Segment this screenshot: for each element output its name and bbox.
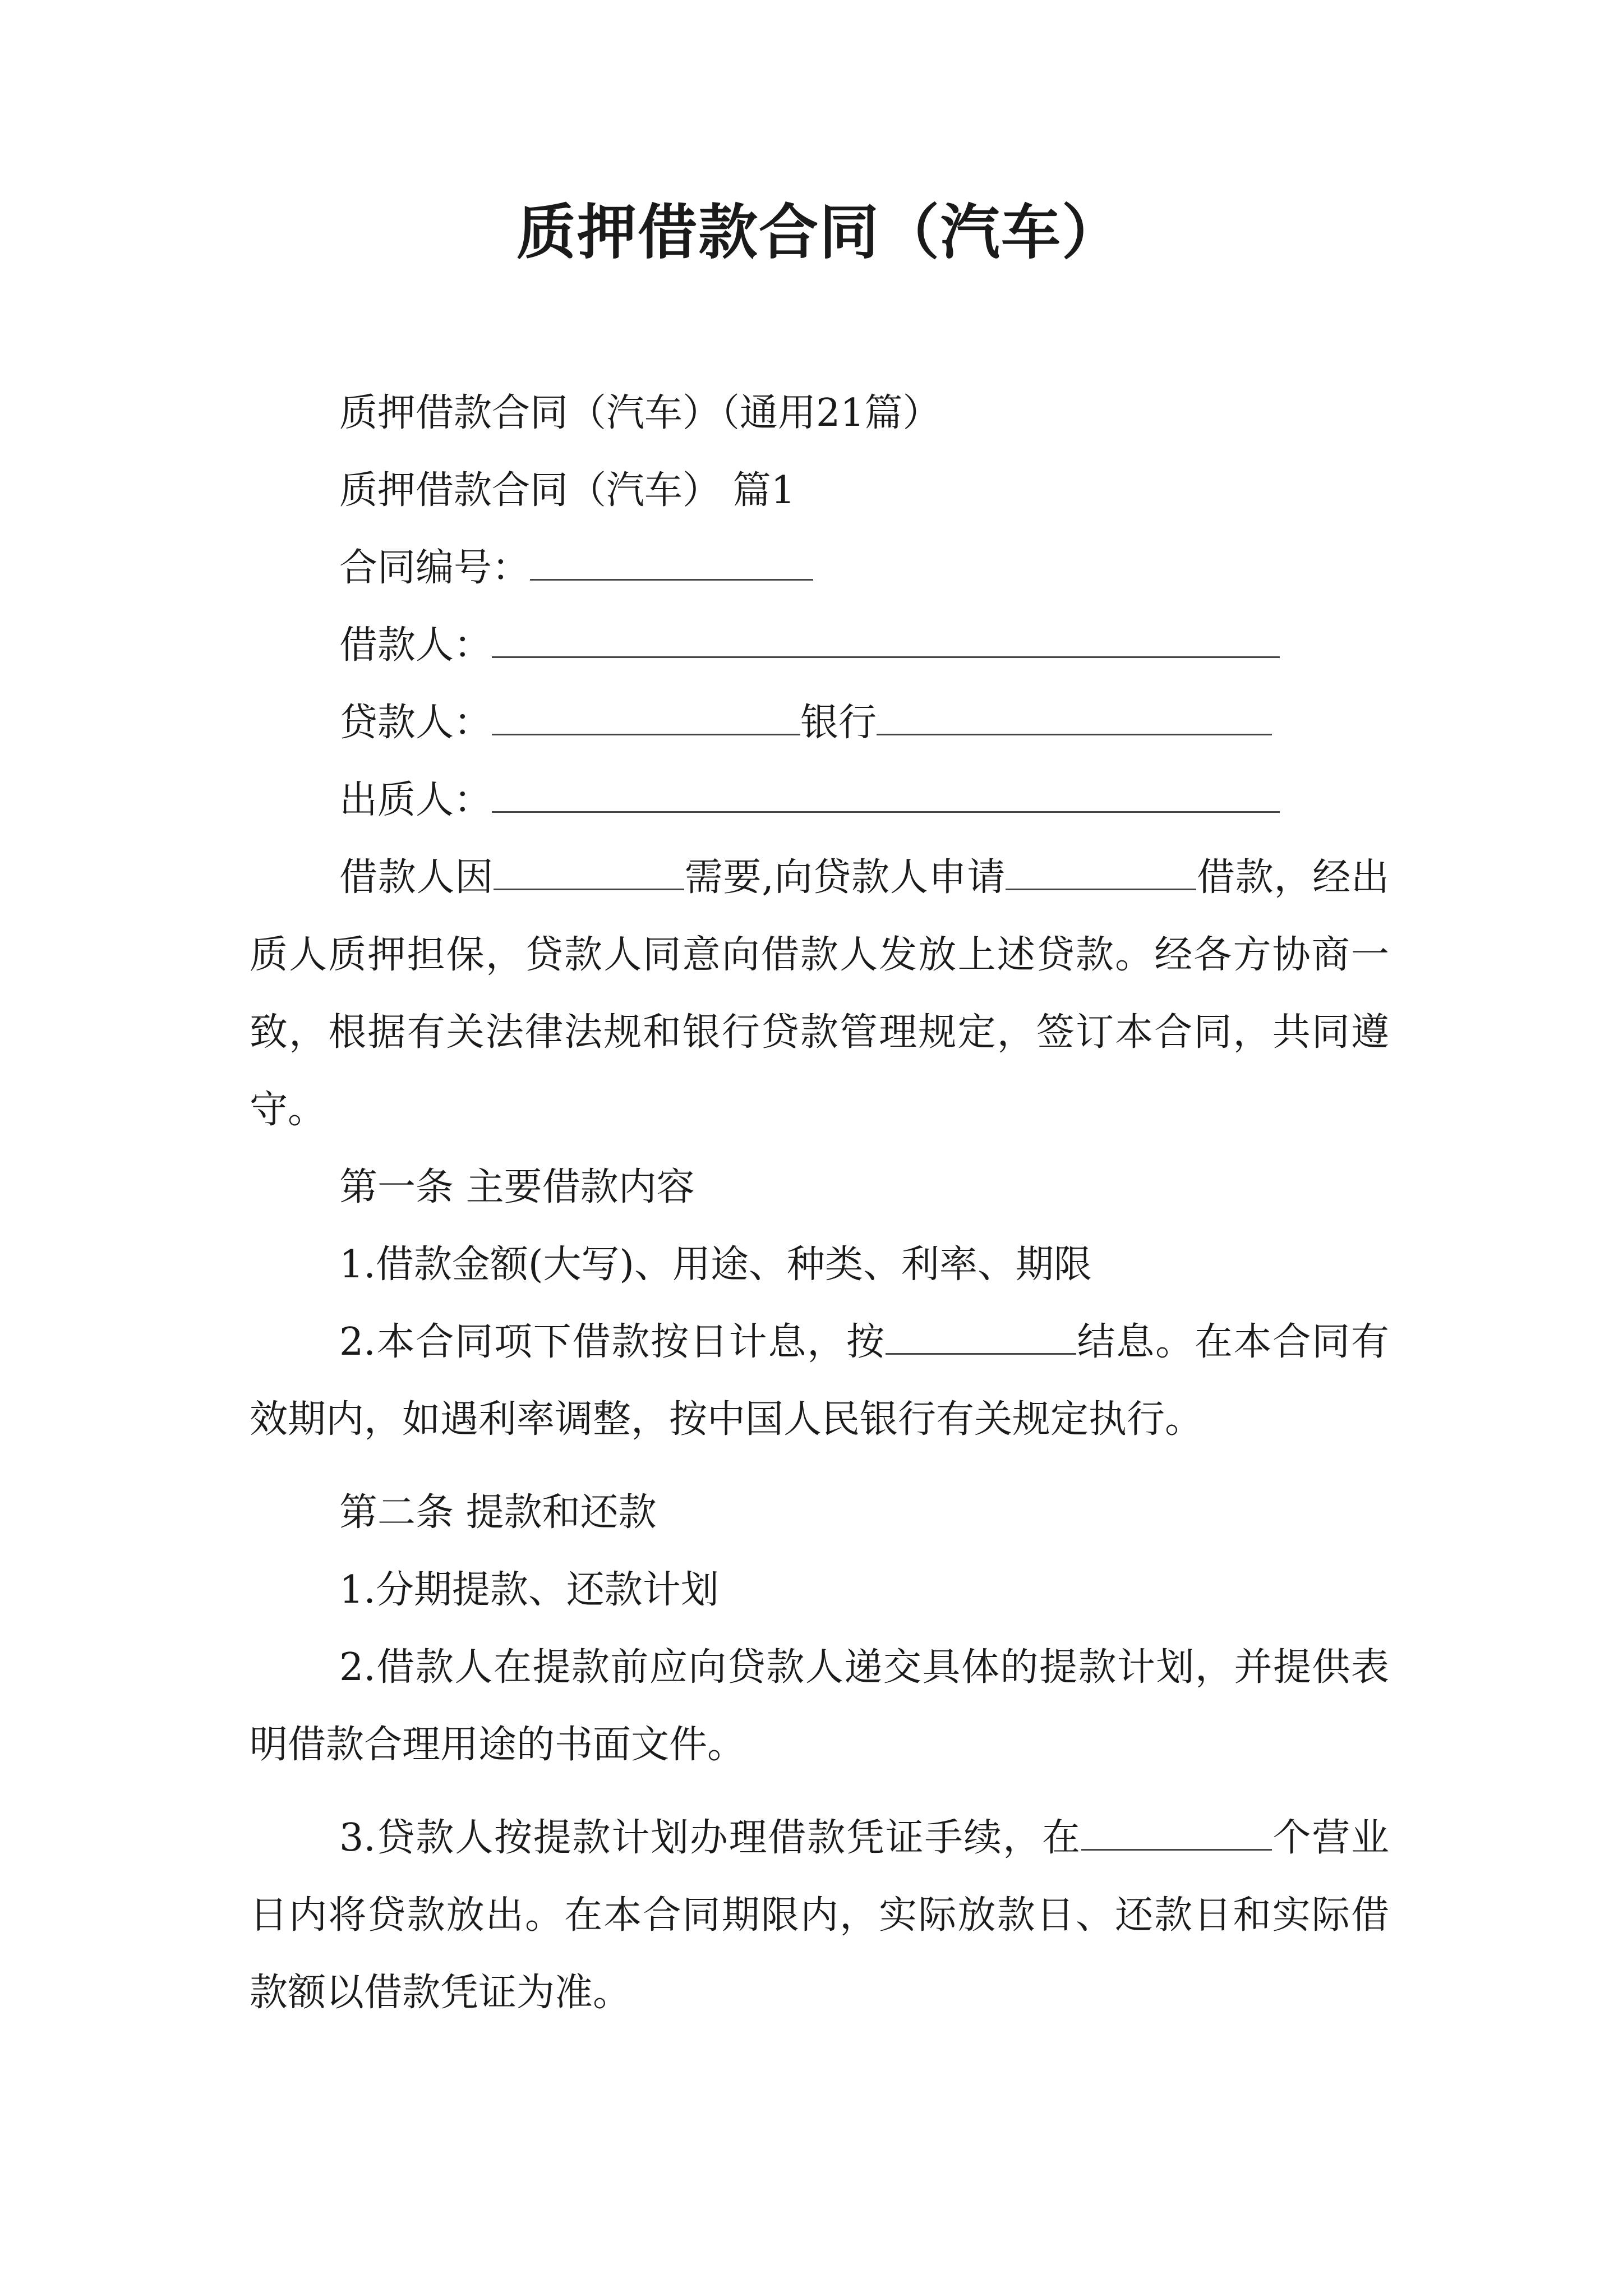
preamble-paragraph: [250, 839, 1389, 1149]
article1-item2-text-2: 结息。在本合同有效期内，如遇利率调整，按中国人民银行有关规定执行。: [250, 1320, 1389, 1442]
lender-name-blank: [492, 728, 800, 735]
article2-item3-text-2: 个营业日内将贷款放出。在本合同期限内，实际放款日、还款日和实际借款额以借款凭证为准。: [250, 1816, 1389, 2015]
lender-label: 贷款人：: [339, 701, 492, 745]
article1-item1: 1.借款金额(大写)、用途、种类、利率、期限: [339, 1243, 1092, 1287]
lender-bank-blank: [877, 728, 1272, 735]
pledgor-line: [250, 762, 1389, 839]
contract-number-label: 合同编号：: [339, 546, 531, 590]
article2-item2: 2.借款人在提款前应向贷款人递交具体的提款计划，并提供表明借款合理用途的书面文件。: [250, 1645, 1389, 1767]
preamble-text-3: 借款，经出质人质押担保，贷款人同意向借款人发放上述贷款。经各方协商一致，根据有关法律法规和银行贷款管理规定，签订本合同，共同遵守。: [250, 855, 1389, 1132]
lender-line: [250, 684, 1389, 762]
article2-heading: 第二条 提款和还款: [339, 1490, 657, 1535]
article2-item1: 1.分期提款、还款计划: [339, 1568, 719, 1612]
article2-item3-text-1: 3.贷款人按提款计划办理借款凭证手续，在: [339, 1816, 1081, 1860]
section-heading: 质押借款合同（汽车） 篇1: [339, 468, 795, 513]
contract-number-line: [250, 530, 1389, 607]
article1-item2-text-1: 2.本合同项下借款按日计息，按: [339, 1320, 886, 1364]
contract-number-blank: [530, 573, 813, 581]
lender-bank-label: 银行: [800, 701, 877, 745]
article2-item3: [250, 1800, 1389, 2032]
preamble-text-1: 借款人因: [339, 855, 494, 900]
purpose-blank: [494, 883, 684, 890]
pledgor-label: 出质人：: [339, 778, 492, 822]
subtitle-line: 质押借款合同（汽车）（通用21篇）: [339, 391, 941, 435]
pledgor-blank: [492, 806, 1280, 813]
borrower-line: [250, 607, 1389, 684]
business-days-blank: [1081, 1843, 1272, 1851]
preamble-text-2: 需要,向贷款人申请: [684, 855, 1006, 900]
article1-heading: 第一条 主要借款内容: [339, 1165, 695, 1209]
article1-item2: [250, 1304, 1389, 1458]
loan-type-blank: [1006, 883, 1196, 890]
borrower-blank: [492, 651, 1280, 658]
interest-settlement-blank: [886, 1347, 1076, 1355]
document-body: [250, 375, 1389, 2032]
borrower-label: 借款人：: [339, 623, 492, 668]
document-title: 质押借款合同（汽车）: [517, 198, 1122, 267]
